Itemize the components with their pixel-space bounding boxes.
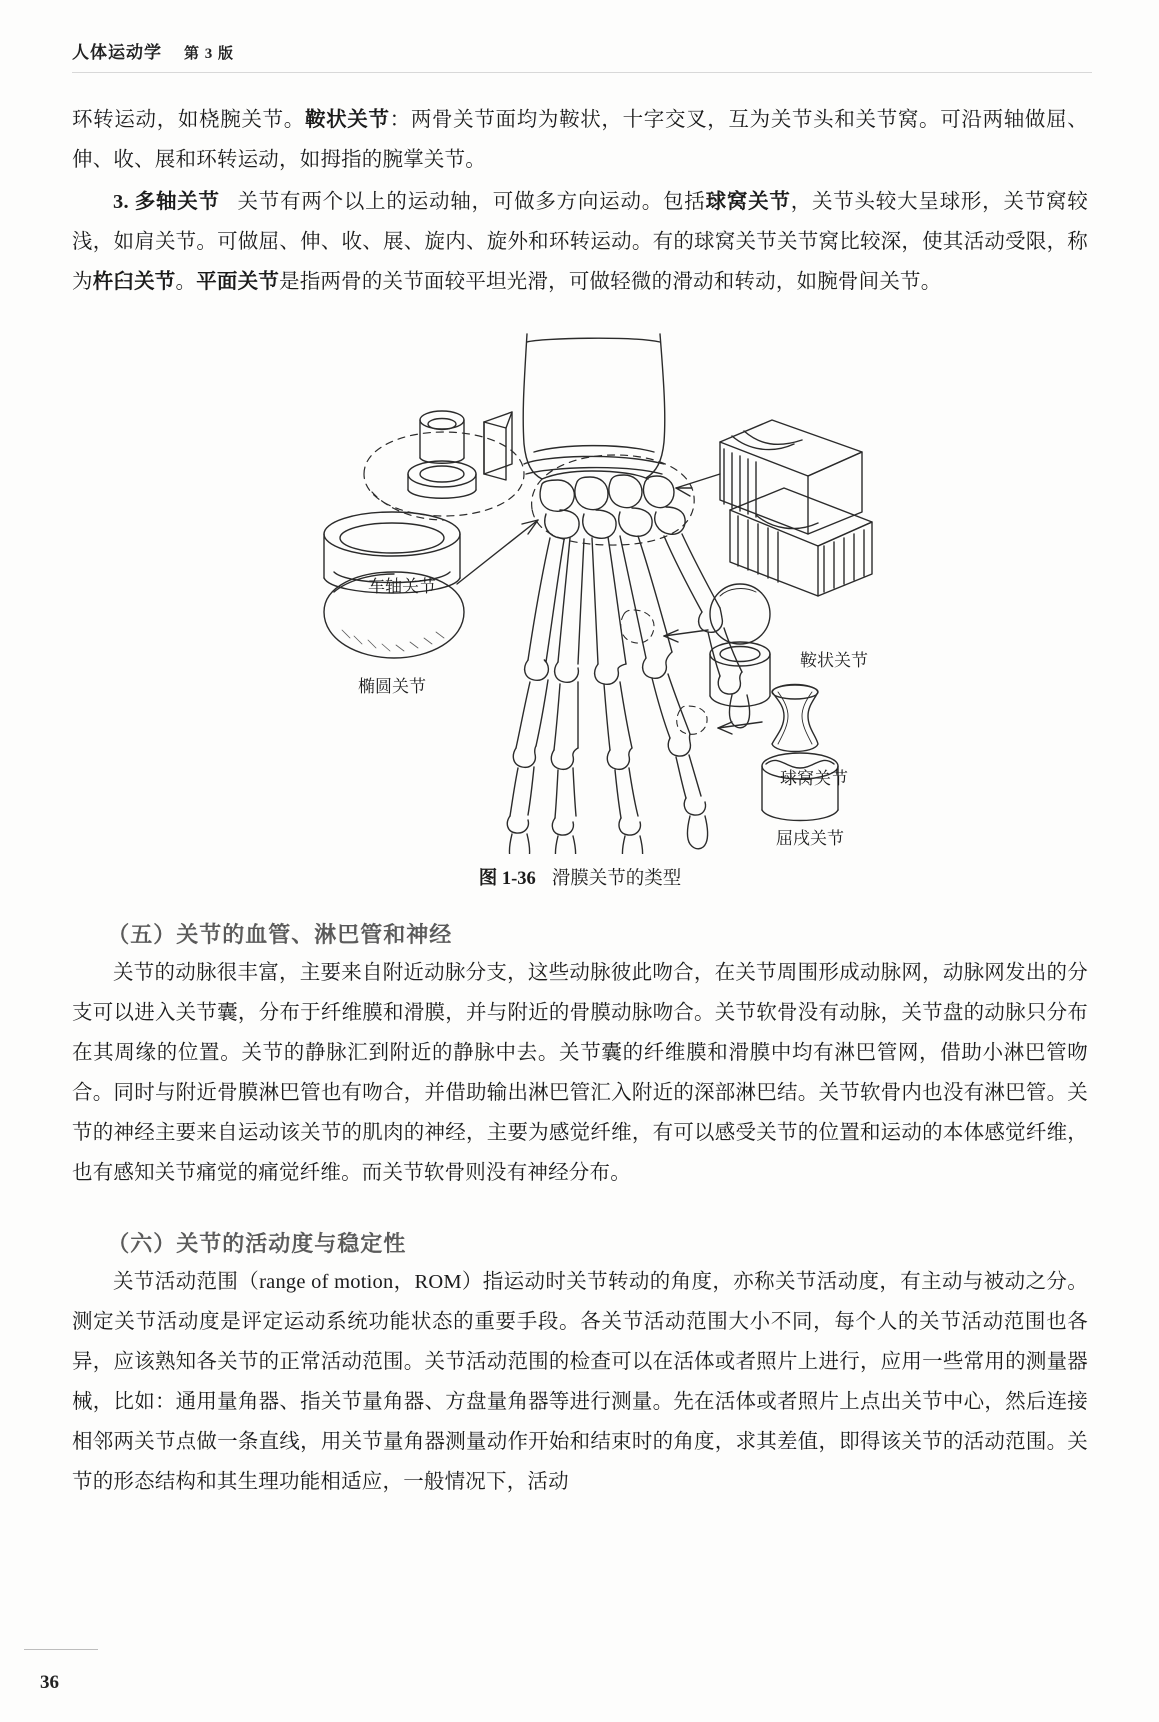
- figure-label-ellipsoid: 椭圆关节: [358, 677, 426, 696]
- p2-text-b: ，关节头较大呈球形，关节窝较浅，如肩关节。可做屈、伸、收、展、旋内、旋外和环转运动。有的球窝关节关节窝比较深，使其活动受限，称为: [72, 191, 1088, 293]
- p2-bold-plane: 平面关节: [196, 271, 280, 293]
- figure-number: 图 1-36: [478, 869, 536, 889]
- page-content: [72, 100, 1088, 1504]
- p1-bold-saddle: 鞍状关节: [304, 109, 390, 131]
- p1-text-b: ：两骨关节面均为鞍状，十字交叉，互为关节头和关节窝。可沿两轴做屈、伸、收、展和环转运动，如拇指的腕掌关节。: [72, 109, 1088, 171]
- figure-1-36: [72, 324, 1088, 889]
- p1-text-a: 环转运动，如桡腕关节。: [72, 109, 305, 131]
- figure-label-pivot: 车轴关节: [368, 577, 436, 596]
- figure-title: 滑膜关节的类型: [551, 869, 682, 889]
- paragraph-3: 关节的动脉很丰富，主要来自附近动脉分支，这些动脉彼此吻合，在关节周围形成动脉网，动脉网发出的分支可以进入关节囊，分布于纤维膜和滑膜，并与附近的骨膜动脉吻合。关节软骨没有动脉，关节盘的动脉只分布在其周缘的位置。关节的静脉汇到附近的静脉中去。关节囊的纤维膜和滑膜中均有淋巴管网，借助小淋巴管吻合。同时与附近骨膜淋巴管也有吻合，并借助输出淋巴管汇入附近的深部淋巴结。关节软骨内也没有淋巴管。关节的神经主要来自运动该关节的肌肉的神经，主要为感觉纤维，有可以感受关节的位置和运动的本体感觉纤维，也有感知关节痛觉的痛觉纤维。而关节软骨则没有神经分布。: [72, 962, 1088, 1184]
- figure-label-ballsocket: 球窝关节: [780, 769, 848, 788]
- figure-label-hinge: 屈戌关节: [776, 829, 844, 848]
- heading-section-five: （五）关节的血管、淋巴管和神经: [107, 922, 453, 947]
- paragraph-2: [72, 182, 1088, 302]
- p2-bold-pestle: 杵臼关节: [92, 271, 176, 293]
- figure-caption: [72, 864, 1088, 890]
- book-title: 人体运动学: [72, 43, 162, 62]
- p2-text-c: 。: [175, 271, 197, 293]
- edition-label: 第 3 版: [184, 46, 235, 62]
- heading-section-six: （六）关节的活动度与稳定性: [107, 1231, 407, 1256]
- figure-label-saddle: 鞍状关节: [800, 651, 868, 670]
- paragraph-4: 关节活动范围（range of motion，ROM）指运动时关节转动的角度，亦称关节活动度，有主动与被动之分。测定关节活动度是评定运动系统功能状态的重要手段。各关节活动范围大小不同，每个人的关节活动范围也各异，应该熟知各关节的正常活动范围。关节活动范围的检查可以在活体或者照片上进行，应用一些常用的测量器械，比如：通用量角器、指关节量角器、方盘量角器等进行测量。先在活体或者照片上点出关节中心，然后连接相邻两关节点做一条直线，用关节量角器测量动作开始和结束时的角度，求其差值，即得该关节的活动范围。关节的形态结构和其生理功能相适应，一般情况下，活动: [72, 1271, 1088, 1493]
- p2-bold-heading: 多轴关节: [134, 191, 220, 213]
- figure-illustration: [72, 324, 1088, 854]
- header-rule: [72, 72, 1092, 73]
- paragraph-1: [72, 100, 1088, 180]
- page-number: 36: [40, 1672, 59, 1693]
- p2-text-a: 关节有两个以上的运动轴，可做多方向运动。包括: [237, 191, 706, 213]
- p2-number: 3.: [113, 191, 129, 213]
- p2-text-d: 是指两骨的关节面较平坦光滑，可做轻微的滑动和转动，如腕骨间关节。: [279, 271, 942, 293]
- footer-rule: [24, 1649, 98, 1650]
- p2-bold-ballsocket: 球窝关节: [705, 191, 791, 213]
- running-head: [72, 38, 234, 63]
